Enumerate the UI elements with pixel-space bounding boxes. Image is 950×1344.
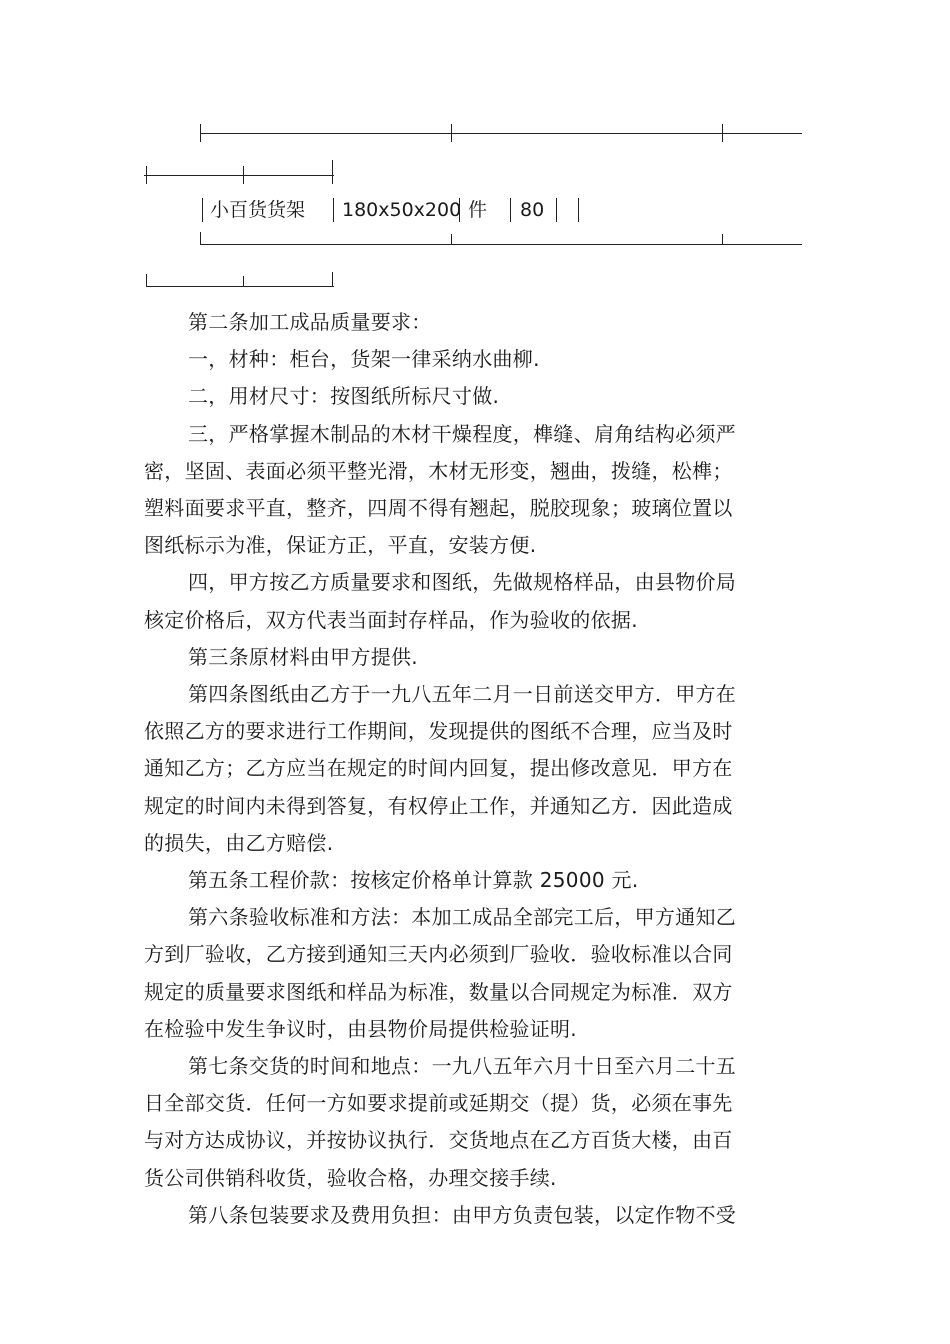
table-cell-unit: 件 — [468, 199, 488, 221]
text-line: 第三条原材料由甲方提供. — [188, 644, 418, 669]
table-bottom-tick — [451, 234, 452, 244]
table-bottom-border — [200, 244, 802, 245]
text-line: 塑料面要求平直，整齐，四周不得有翘起，脱胶现象；玻璃位置以 — [144, 496, 733, 520]
table-bottom-tick — [243, 276, 244, 286]
text-line: 第二条加工成品质量要求： — [188, 310, 432, 334]
text-line: 第五条工程价款：按核定价格单计算款 25000 元. — [188, 868, 639, 892]
text-line: 在检验中发生争议时，由县物价局提供检验证明. — [144, 1016, 577, 1041]
text-line: 四，甲方按乙方质量要求和图纸，先做规格样品，由县物价局 — [188, 570, 737, 595]
text-line: 第六条验收标准和方法：本加工成品全部完工后，甲方通知乙 — [188, 905, 737, 930]
table-bottom-tick — [332, 272, 333, 286]
text-line: 二，用材尺寸：按图纸所标尺寸做. — [188, 384, 500, 409]
table-cell-qty: 80 — [520, 199, 545, 221]
table-cell-divider — [202, 198, 203, 222]
text-line: 规定的质量要求图纸和样品为标准，数量以合同规定为标准．双方 — [144, 979, 733, 1004]
text-line: 核定价格后，双方代表当面封存样品，作为验收的依据. — [144, 607, 638, 632]
table-top-tick — [146, 166, 147, 184]
text-line: 的损失，由乙方赔偿. — [144, 830, 334, 855]
text-line: 一，材种：柜台，货架一律采纳水曲柳. — [188, 347, 540, 372]
table-bottom-tick — [146, 274, 147, 286]
table-cell-name: 小百货货架 — [210, 199, 306, 221]
text-line: 与对方达成协议，并按协议执行．交货地点在乙方百货大楼，由百 — [144, 1128, 733, 1153]
text-line: 规定的时间内未得到答复，有权停止工作，并通知乙方．因此造成 — [144, 793, 733, 818]
table-cell-divider — [510, 198, 511, 222]
text-line: 图纸标示为准，保证方正，平直，安装方便. — [144, 533, 537, 558]
table-cell-spec: 180x50x200 — [342, 199, 462, 221]
text-line: 密，坚固、表面必须平整光滑，木材无形变，翘曲，拨缝，松榫； — [144, 458, 733, 483]
text-line: 通知乙方；乙方应当在规定的时间内回复，提出修改意见．甲方在 — [144, 756, 733, 781]
text-line: 第四条图纸由乙方于一九八五年二月一日前送交甲方．甲方在 — [188, 682, 737, 706]
table-bottom-tick — [722, 234, 723, 244]
table-top-tick — [200, 124, 201, 142]
text-line: 方到厂验收，乙方接到通知三天内必须到厂验收．验收标准以合同 — [144, 942, 733, 967]
table-top-border-cont — [144, 175, 334, 176]
table-top-border — [200, 133, 802, 134]
table-top-tick — [243, 166, 244, 184]
table-top-tick — [722, 124, 723, 142]
table-bottom-tick — [200, 232, 201, 244]
text-line: 依照乙方的要求进行工作期间，发现提供的图纸不合理，应当及时 — [144, 719, 733, 744]
text-line: 日全部交货．任何一方如要求提前或延期交（提）货，必须在事先 — [144, 1091, 733, 1116]
table-cell-divider — [459, 198, 460, 222]
table-top-tick — [451, 124, 452, 142]
table-cell-divider — [578, 198, 579, 222]
table-cell-divider — [333, 198, 334, 222]
text-line: 第八条包装要求及费用负担：由甲方负责包装，以定作物不受 — [188, 1202, 737, 1227]
text-line: 第七条交货的时间和地点：一九八五年六月十日至六月二十五 — [188, 1054, 737, 1078]
table-bottom-border-cont — [146, 286, 334, 287]
text-line: 三，严格掌握木制品的木材干燥程度，榫缝、肩角结构必须严 — [188, 421, 737, 446]
table-cell-divider — [556, 198, 557, 222]
text-line: 货公司供销科收货，验收合格，办理交接手续. — [144, 1165, 557, 1190]
table-top-tick — [332, 160, 333, 184]
